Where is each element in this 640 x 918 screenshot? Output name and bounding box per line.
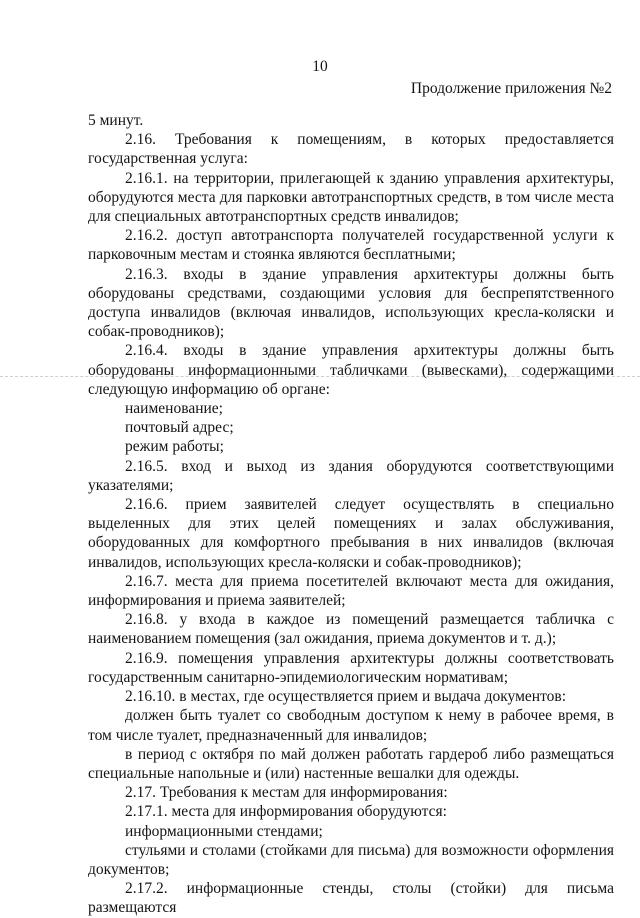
paragraph: 5 минут. (88, 112, 144, 129)
paragraph: 2.16.2. доступ автотранспорта получателей государственной услуги к парковочным местам и стоянка являются бесплатными; (88, 227, 614, 264)
appendix-continuation-note: Продолжение приложения №2 (410, 80, 612, 97)
paragraph: режим работы; (125, 438, 224, 456)
paragraph: 2.16.1. на территории, прилегающей к зданию управления архитектуры, оборудуются места для парковки автотранспортных средств, в том числе места для специальных автотранспортных средств инвалидов; (88, 169, 614, 226)
paragraph: стульями и столами (стойками для письма) для возможности оформления документов; (88, 841, 614, 878)
paragraph: наименование; (125, 400, 223, 418)
paragraph: 2.16. Требования к помещениям, в которых предоставляется государственная услуга: (88, 131, 614, 168)
paragraph: 2.16.5. вход и выход из здания оборудуются соответствующими указателями; (88, 457, 614, 494)
paragraph: 2.16.3. входы в здание управления архитектуры должны быть оборудованы средствами, создающими условия для беспрепятственного доступа инвалидов (включая инвалидов, использующих кресла-коляски и собак-проводников); (88, 265, 614, 341)
paragraph: 2.17. Требования к местам для информирования: (125, 784, 448, 802)
paragraph: 2.16.9. помещения управления архитектуры должны соответствовать государственным санитарно-эпидемиологическим нормативам; (88, 649, 614, 686)
page-number: 10 (312, 58, 328, 75)
paragraph: почтовый адрес; (125, 419, 234, 437)
paragraph: 2.17.1. места для информирования оборудуются: (125, 803, 447, 821)
paragraph: 2.16.4. входы в здание управления архитектуры должны быть оборудованы информационными табличками (вывесками), содержащими следующую информацию об органе: (88, 342, 614, 398)
document-body (88, 111, 614, 918)
paragraph: 2.16.10. в местах, где осуществляется прием и выдача документов: (125, 688, 567, 706)
paragraph: 2.16.8. у входа в каждое из помещений размещается табличка с наименованием помещения (зал ожидания, приема документов и т. д.); (88, 611, 614, 648)
paragraph: 2.16.6. прием заявителей следует осуществлять в специально выделенных для этих целей помещениях и залах обслуживания, оборудованных для комфортного пребывания в них инвалидов (включая инвалидов, использующих кресла-коляски и собак-проводников); (88, 496, 614, 571)
paragraph: в период с октября по май должен работать гардероб либо размещаться специальные напольные и (или) настенные вешалки для одежды. (88, 745, 614, 782)
paragraph: 2.16.7. места для приема посетителей включают места для ожидания, информирования и приема заявителей; (88, 572, 614, 610)
paragraph: должен быть туалет со свободным доступом к нему в рабочее время, в том числе туалет, предназначенный для инвалидов; (88, 707, 614, 744)
paragraph: информационными стендами; (125, 822, 323, 840)
paragraph: 2.17.2. информационные стенды, столы (стойки) для письма размещаются (88, 880, 614, 917)
